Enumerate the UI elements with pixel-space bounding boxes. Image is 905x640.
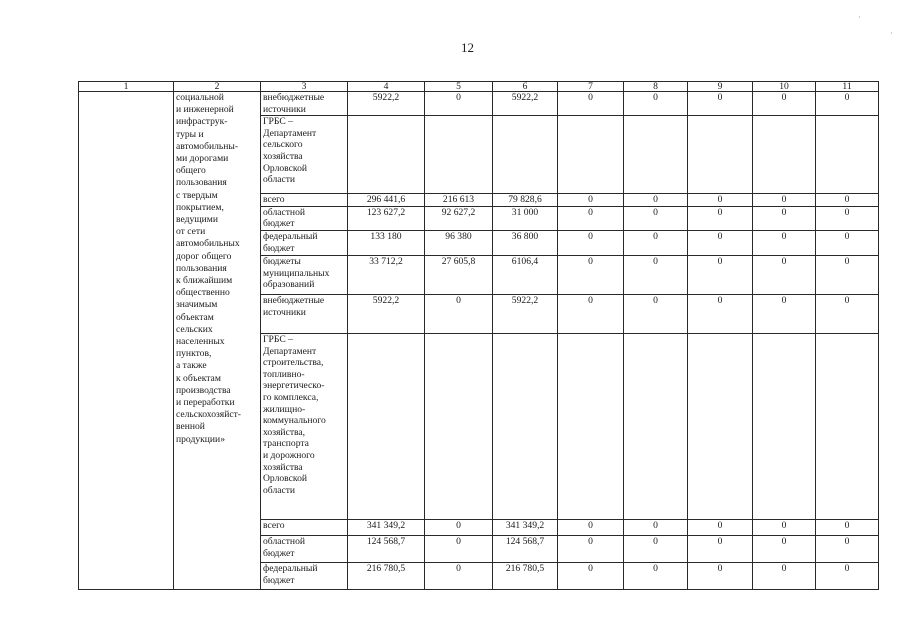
column-header: 1 (79, 82, 174, 92)
value-cell: 0 (688, 206, 753, 230)
funding-source-cell (261, 294, 348, 333)
description-line: к ближайшим (176, 275, 233, 287)
funding-source-line: бюджет (263, 242, 295, 254)
value-cell: 6106,4 (493, 255, 558, 294)
funding-source-line: бюджет (263, 574, 295, 586)
description-line: ми дорогами (176, 153, 229, 165)
value-cell: 27 605,8 (425, 255, 493, 294)
funding-source-line: го комплекса, (263, 391, 319, 403)
funding-source-line: ГРБС – (263, 116, 293, 128)
value-cell: 5922,2 (493, 294, 558, 333)
funding-source-cell (261, 255, 348, 294)
value-cell: 0 (558, 92, 624, 116)
value-cell: 92 627,2 (425, 206, 493, 230)
description-line: значимым (176, 299, 218, 311)
funding-source-line: областной (263, 535, 306, 547)
value-cell (348, 116, 425, 194)
value-cell (816, 116, 879, 194)
value-cell: 0 (753, 194, 816, 207)
description-line: автомобильны- (176, 140, 239, 152)
funding-source-line: внебюджетные (263, 92, 325, 103)
funding-source-cell (261, 206, 348, 230)
funding-source-cell (261, 333, 348, 519)
column-header: 10 (753, 82, 816, 92)
funding-source-line: хозяйства (263, 461, 303, 473)
description-line: венной (176, 421, 205, 433)
value-cell: 0 (753, 519, 816, 535)
value-cell: 216 613 (425, 194, 493, 207)
description-line: общего (176, 165, 206, 177)
value-cell: 341 349,2 (493, 519, 558, 535)
funding-source-line: федеральный (263, 230, 318, 242)
value-cell: 0 (753, 206, 816, 230)
description-line: пользования (176, 262, 227, 274)
description-line: объектам (176, 311, 214, 323)
measure-description-cell (174, 92, 261, 590)
column-header: 6 (493, 82, 558, 92)
value-cell: 0 (558, 562, 624, 589)
funding-source-line: коммунального (263, 415, 326, 427)
description-line: с твердым (176, 189, 218, 201)
description-line: и переработки (176, 397, 235, 409)
value-cell: 216 780,5 (348, 562, 425, 589)
funding-source-line: источники (263, 306, 306, 318)
value-cell: 0 (558, 535, 624, 562)
funding-source-line: всего (263, 194, 285, 206)
value-cell: 0 (688, 194, 753, 207)
value-cell: 0 (425, 92, 493, 116)
value-cell (493, 333, 558, 519)
value-cell (688, 116, 753, 194)
value-cell: 0 (816, 562, 879, 589)
value-cell: 0 (624, 535, 688, 562)
column-header: 4 (348, 82, 425, 92)
value-cell: 0 (816, 230, 879, 255)
description-line: от сети (176, 226, 206, 238)
funding-source-line: федеральный (263, 562, 318, 574)
value-cell: 341 349,2 (348, 519, 425, 535)
funding-source-cell (261, 519, 348, 535)
funding-source-cell (261, 92, 348, 116)
value-cell: 296 441,6 (348, 194, 425, 207)
funding-source-line: сельского (263, 139, 303, 151)
table-row (79, 92, 879, 116)
description-line: пунктов, (176, 348, 212, 360)
funding-source-cell (261, 562, 348, 589)
funding-source-line: образований (263, 279, 315, 291)
value-cell: 0 (753, 562, 816, 589)
value-cell: 5922,2 (348, 294, 425, 333)
column-header: 2 (174, 82, 261, 92)
value-cell (816, 333, 879, 519)
value-cell: 0 (753, 92, 816, 116)
value-cell: 0 (624, 294, 688, 333)
value-cell: 36 800 (493, 230, 558, 255)
column-header: 5 (425, 82, 493, 92)
page-number: 12 (461, 40, 474, 55)
value-cell (348, 333, 425, 519)
value-cell: 5922,2 (493, 92, 558, 116)
value-cell: 133 180 (348, 230, 425, 255)
value-cell: 124 568,7 (348, 535, 425, 562)
description-line: дорог общего (176, 250, 232, 262)
value-cell: 0 (558, 255, 624, 294)
value-cell: 0 (753, 230, 816, 255)
value-cell: 0 (816, 194, 879, 207)
description-line: покрытием, (176, 201, 224, 213)
funding-source-cell (261, 230, 348, 255)
value-cell: 0 (624, 230, 688, 255)
value-cell: 0 (425, 519, 493, 535)
funding-source-line: области (263, 484, 296, 496)
value-cell: 0 (558, 294, 624, 333)
value-cell (493, 116, 558, 194)
value-cell: 216 780,5 (493, 562, 558, 589)
value-cell: 0 (425, 535, 493, 562)
description-line: инфраструк- (176, 116, 228, 128)
value-cell: 0 (816, 92, 879, 116)
value-cell: 0 (816, 255, 879, 294)
value-cell: 0 (688, 562, 753, 589)
column-header: 3 (261, 82, 348, 92)
value-cell: 0 (688, 519, 753, 535)
value-cell: 0 (558, 206, 624, 230)
value-cell: 0 (688, 255, 753, 294)
funding-source-line: строительства, (263, 357, 324, 369)
description-line: сельских (176, 323, 213, 335)
funding-source-cell (261, 535, 348, 562)
description-line: продукции» (176, 433, 225, 445)
funding-source-line: хозяйства, (263, 426, 306, 438)
value-cell (753, 116, 816, 194)
funding-source-line: жилищно- (263, 403, 306, 415)
value-cell: 0 (816, 519, 879, 535)
funding-source-line: Орловской (263, 473, 308, 485)
value-cell: 0 (425, 562, 493, 589)
value-cell (558, 333, 624, 519)
value-cell: 31 000 (493, 206, 558, 230)
value-cell: 5922,2 (348, 92, 425, 116)
funding-source-line: источники (263, 103, 306, 115)
value-cell: 124 568,7 (493, 535, 558, 562)
funding-source-line: бюджет (263, 547, 295, 559)
description-line: населенных (176, 336, 225, 348)
column-header: 9 (688, 82, 753, 92)
funding-source-line: бюджеты (263, 255, 301, 267)
funding-source-line: Департамент (263, 127, 317, 139)
column-header: 11 (816, 82, 879, 92)
description-line: туры и (176, 128, 204, 140)
value-cell: 0 (425, 294, 493, 333)
value-cell (425, 333, 493, 519)
description-line: и инженерной (176, 104, 234, 116)
value-cell (624, 116, 688, 194)
value-cell: 96 380 (425, 230, 493, 255)
value-cell: 0 (624, 206, 688, 230)
value-cell: 0 (558, 230, 624, 255)
value-cell: 0 (624, 519, 688, 535)
value-cell: 0 (688, 535, 753, 562)
value-cell: 0 (753, 535, 816, 562)
measure-number-cell (79, 92, 174, 590)
value-cell (425, 116, 493, 194)
funding-source-line: бюджет (263, 218, 295, 230)
value-cell: 79 828,6 (493, 194, 558, 207)
value-cell: 0 (624, 255, 688, 294)
scan-mark: · (890, 29, 893, 38)
description-line: пользования (176, 177, 227, 189)
funding-source-line: ГРБС – (263, 333, 293, 345)
value-cell (624, 333, 688, 519)
funding-source-cell (261, 194, 348, 207)
value-cell (688, 333, 753, 519)
value-cell: 0 (688, 230, 753, 255)
description-line: к объектам (176, 372, 221, 384)
value-cell: 33 712,2 (348, 255, 425, 294)
funding-source-line: энергетическо- (263, 380, 325, 392)
value-cell: 0 (558, 194, 624, 207)
description-line: общественно (176, 287, 230, 299)
value-cell: 0 (816, 535, 879, 562)
description-line: ведущими (176, 214, 219, 226)
value-cell (558, 116, 624, 194)
funding-source-line: транспорта (263, 438, 309, 450)
column-header: 7 (558, 82, 624, 92)
header-row (79, 82, 879, 92)
funding-source-line: внебюджетные (263, 294, 325, 306)
funding-source-line: хозяйства (263, 150, 303, 162)
value-cell: 0 (688, 294, 753, 333)
funding-source-line: Департамент (263, 345, 317, 357)
description-line: социальной (176, 92, 224, 103)
funding-source-line: топливно- (263, 368, 305, 380)
funding-source-line: и дорожного (263, 449, 315, 461)
funding-source-line: Орловской (263, 162, 308, 174)
funding-source-line: муниципальных (263, 267, 330, 279)
value-cell: 0 (753, 255, 816, 294)
value-cell: 0 (816, 294, 879, 333)
value-cell (753, 333, 816, 519)
value-cell: 0 (688, 92, 753, 116)
funding-source-cell (261, 116, 348, 194)
value-cell: 0 (624, 194, 688, 207)
description-line: производства (176, 384, 231, 396)
value-cell: 123 627,2 (348, 206, 425, 230)
value-cell: 0 (558, 519, 624, 535)
value-cell: 0 (753, 294, 816, 333)
value-cell: 0 (624, 562, 688, 589)
funding-source-line: всего (263, 519, 285, 531)
column-header: 8 (624, 82, 688, 92)
description-line: сельскохозяйст- (176, 409, 241, 421)
program-table (78, 81, 879, 590)
scan-mark: · (858, 13, 861, 22)
description-line: автомобильных (176, 238, 240, 250)
funding-source-line: области (263, 174, 296, 186)
description-line: а также (176, 360, 207, 372)
value-cell: 0 (624, 92, 688, 116)
funding-source-line: областной (263, 206, 306, 218)
value-cell: 0 (816, 206, 879, 230)
